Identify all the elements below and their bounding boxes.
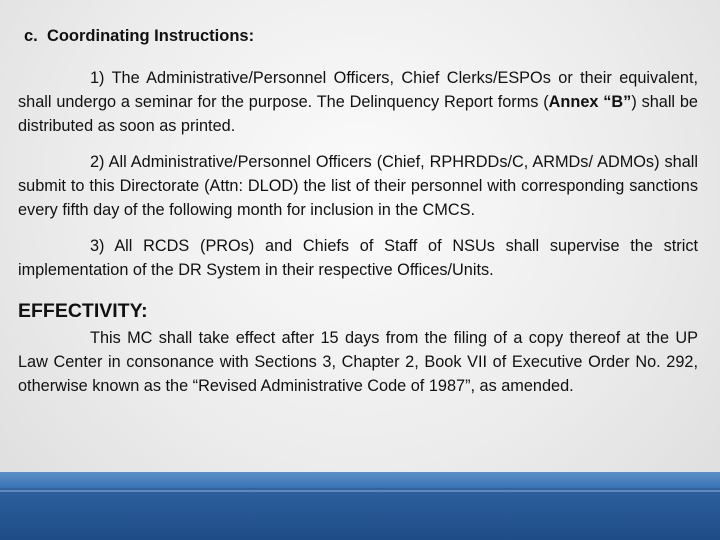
section-c-title: Coordinating Instructions: [46, 27, 255, 45]
effectivity-text: This MC shall take effect after 15 days from the filing of a copy thereof at the UP Law Center in consonance with Sections 3, Chapter 2, Book VII of Executive Order No. 292, otherwise known as the “Revised Administrative Code of 1987”, as amended. [18, 329, 698, 395]
item-1-post: ) shall be distributed as soon as printed. [18, 93, 698, 135]
effectivity-heading: EFFECTIVITY: [18, 300, 148, 322]
coordinating-instructions-heading [24, 24, 698, 48]
footer-band [0, 472, 720, 540]
section-c-label: c. [24, 27, 38, 45]
slide-content [18, 24, 698, 410]
effectivity-paragraph [18, 326, 698, 398]
item-1-pre: 1) The Administrative/Personnel Officers, Chief Clerks/ESPOs or their equivalent, shall undergo a seminar for the purpose. The Delinquency Report forms ( [18, 69, 698, 111]
item-3-text: 3) All RCDS (PROs) and Chiefs of Staff of NSUs shall supervise the strict implementation of the DR System in their respective Offices/Units. [18, 237, 698, 279]
instruction-item-2 [18, 150, 698, 222]
annex-b-reference: Annex “B” [548, 93, 632, 111]
instruction-item-3 [18, 234, 698, 282]
instruction-item-1 [18, 66, 698, 138]
item-2-text: 2) All Administrative/Personnel Officers (Chief, RPHRDDs/C, ARMDs/ ADMOs) shall submit to this Directorate (Attn: DLOD) the list of their personnel with corresponding sanctions every fifth day of the following month for inclusion in the CMCS. [18, 153, 698, 219]
